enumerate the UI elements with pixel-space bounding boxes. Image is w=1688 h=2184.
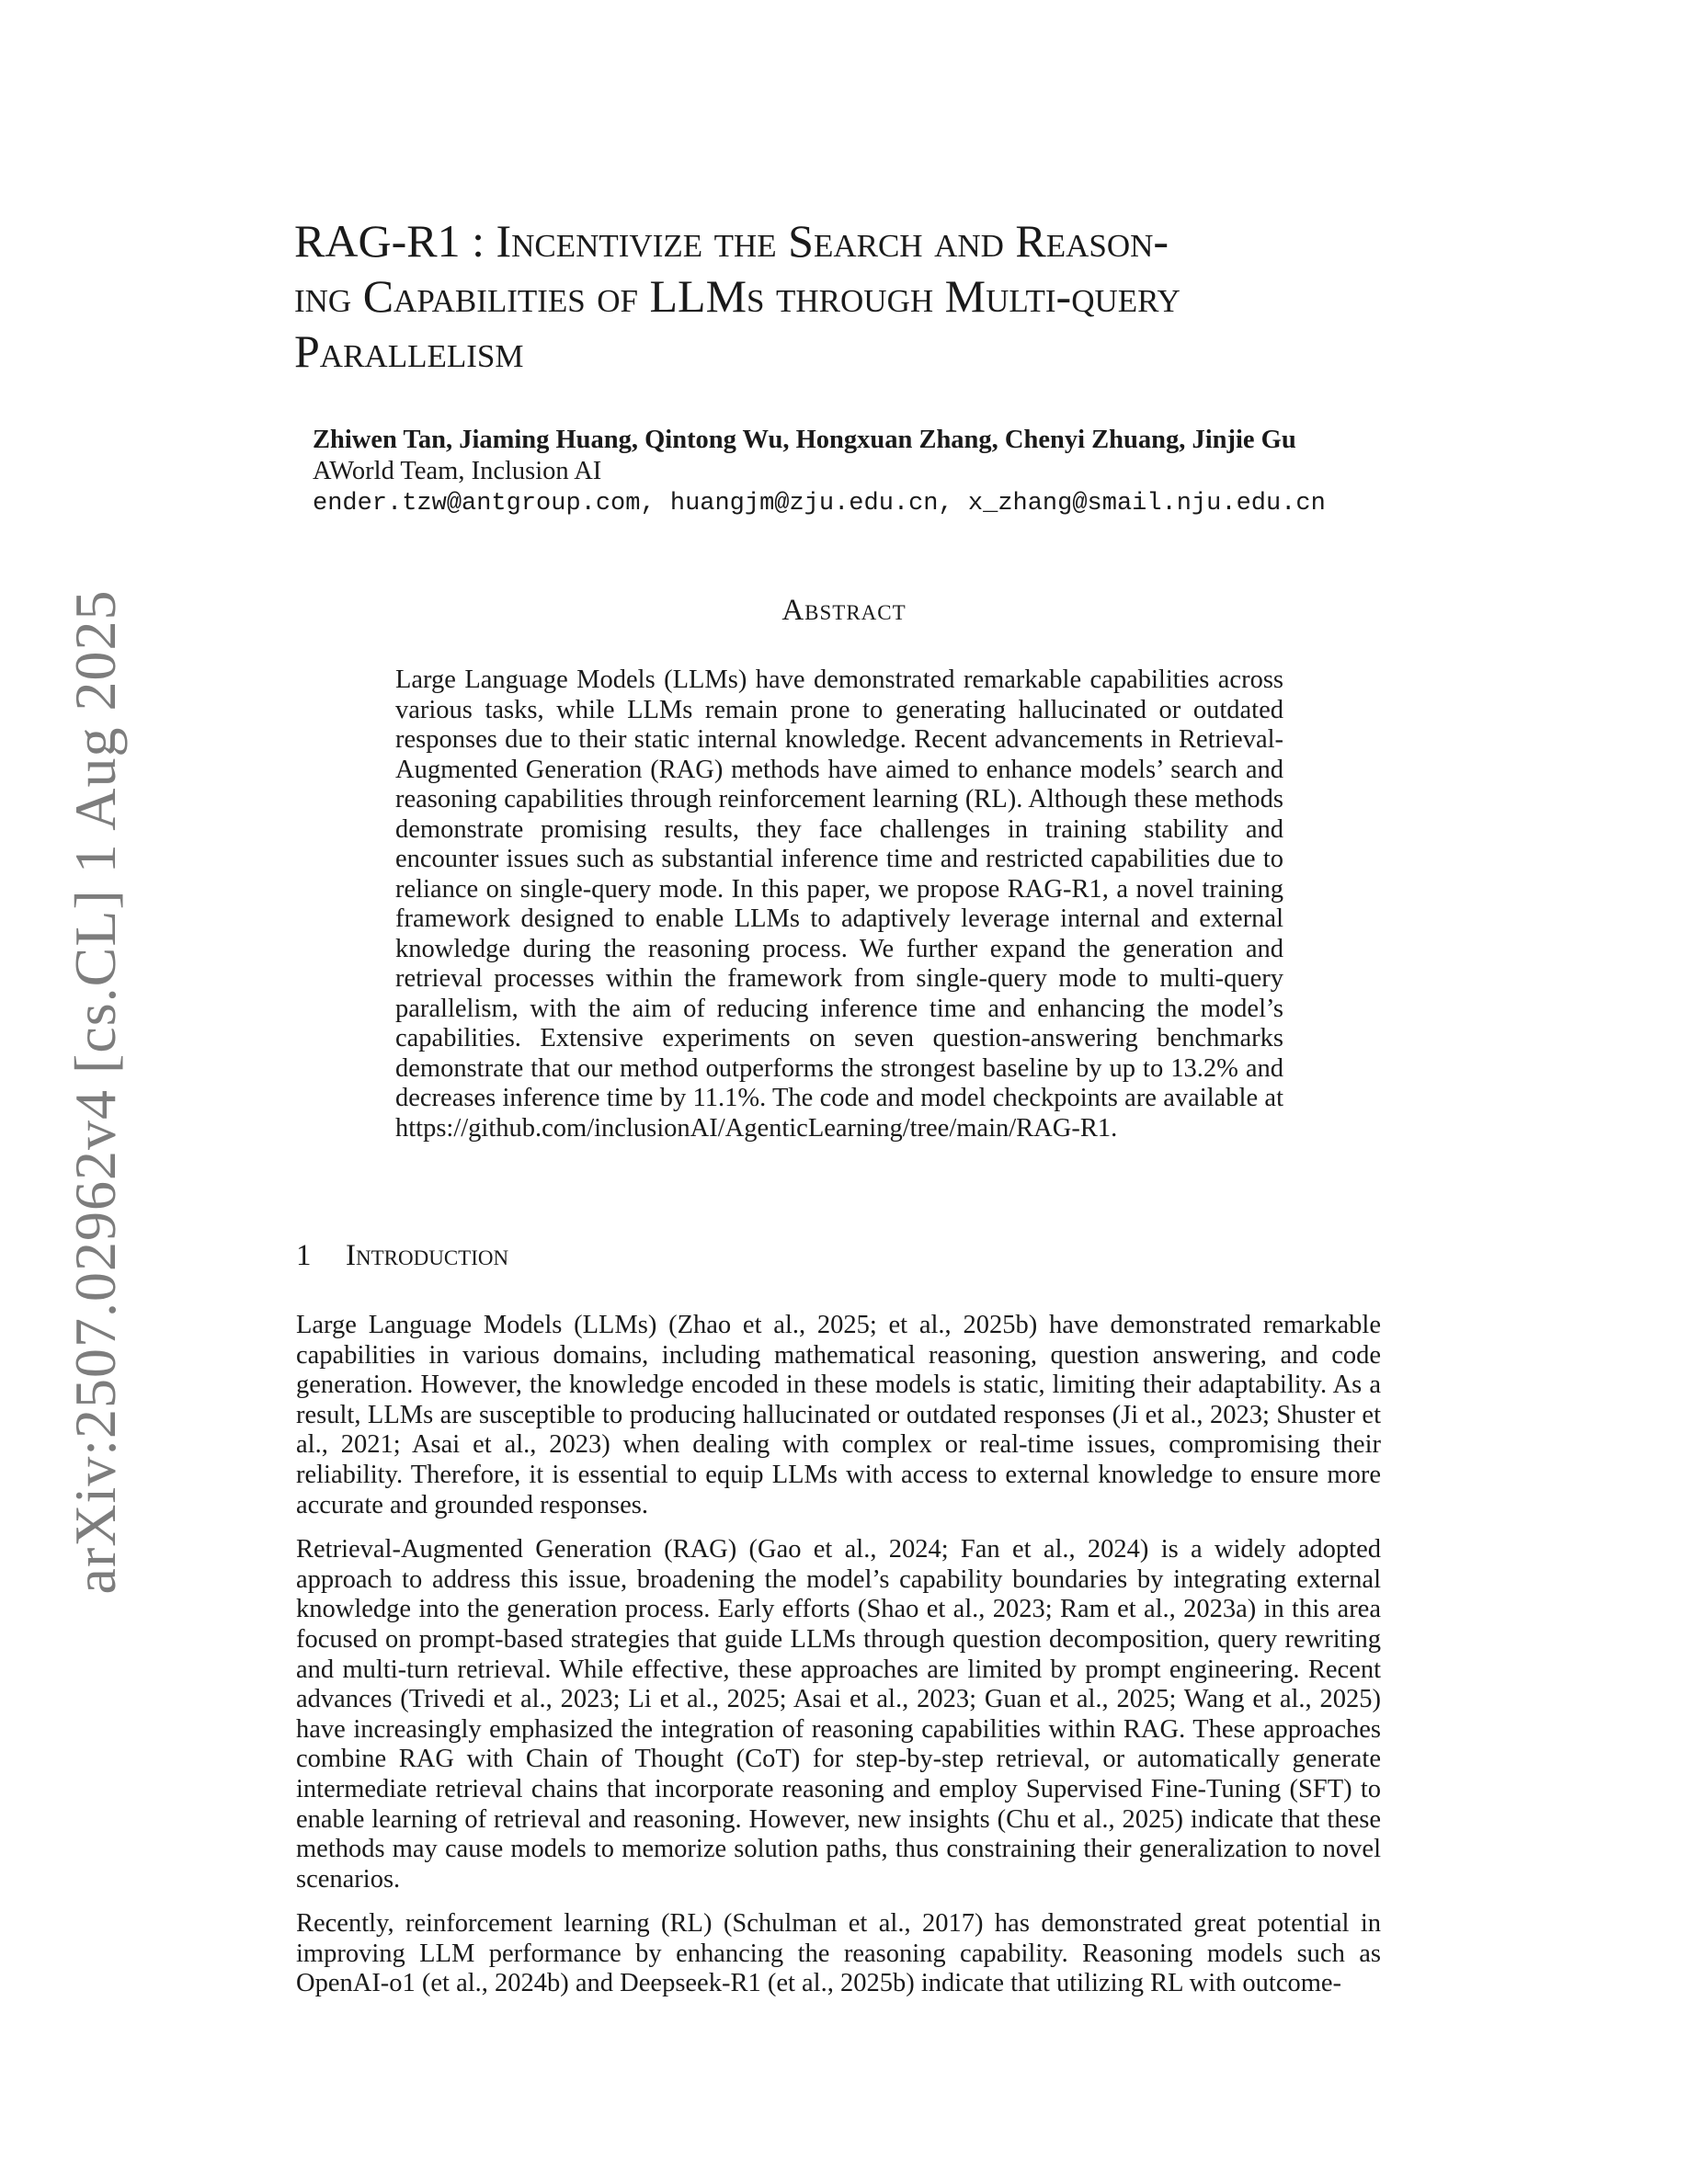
author-affiliation: AWorld Team, Inclusion AI [313, 457, 602, 485]
intro-paragraph-2: Retrieval-Augmented Generation (RAG) (Gao et al., 2024; Fan et al., 2024) is a widely adopted approach to address this issue, broadening the model’s capability boundaries by integrating external knowledge into the generation process. Early efforts (Shao et al., 2023; Ram et al., 2023a) in this area focused on prompt-based strategies that guide LLMs through question decomposition, query rewriting and multi-turn retrieval. While effective, these approaches are limited by prompt engineering. Recent advances (Trivedi et al., 2023; Li et al., 2025; Asai et al., 2023; Guan et al., 2025; Wang et al., 2025) have increasingly emphasized the integration of reasoning capabilities within RAG. These approaches combine RAG with Chain of Thought (CoT) for step-by-step retrieval, or automatically generate intermediate retrieval chains that incorporate reasoning and employ Supervised Fine-Tuning (SFT) to enable learning of retrieval and reasoning. However, new insights (Chu et al., 2025) indicate that these methods may cause models to memorize solution paths, thus constraining their generalization to novel scenarios. [296, 1535, 1381, 1894]
paper-title [294, 213, 1489, 379]
paper-title-line-2: ing Capabilities of LLMs through Multi-query [294, 270, 1180, 322]
section-heading-introduction [296, 1239, 508, 1273]
section-number: 1 [296, 1239, 312, 1272]
abstract-heading: Abstract [781, 594, 907, 627]
introduction-body [296, 1311, 1381, 2014]
section-title: Introduction [346, 1239, 509, 1272]
arxiv-identifier-stamp: arXiv:2507.02962v4 [cs.CL] 1 Aug 2025 [63, 589, 128, 1595]
author-emails: ender.tzw@antgroup.com, huangjm@zju.edu.cn, x_zhang@smail.nju.edu.cn [313, 490, 1326, 518]
intro-paragraph-1: Large Language Models (LLMs) (Zhao et al., 2025; et al., 2025b) have demonstrated remarkable capabilities in various domains, including mathematical reasoning, question answering, and code generation. However, the knowledge encoded in these models is static, limiting their adaptability. As a result, LLMs are susceptible to producing hallucinated or outdated responses (Ji et al., 2023; Shuster et al., 2021; Asai et al., 2023) when dealing with complex or real-time issues, compromising their reliability. Therefore, it is essential to equip LLMs with access to external knowledge to ensure more accurate and grounded responses. [296, 1311, 1381, 1519]
author-names: Zhiwen Tan, Jiaming Huang, Qintong Wu, Hongxuan Zhang, Chenyi Zhuang, Jinjie Gu [313, 426, 1296, 454]
intro-paragraph-3: Recently, reinforcement learning (RL) (Schulman et al., 2017) has demonstrated great potential in improving LLM performance by enhancing the reasoning capability. Reasoning models such as OpenAI-o1 (et al., 2024b) and Deepseek-R1 (et al., 2025b) indicate that utilizing RL with outcome- [296, 1909, 1381, 1998]
abstract-text: Large Language Models (LLMs) have demonstrated remarkable capabilities across various tasks, while LLMs remain prone to generating hallucinated or outdated responses due to their static internal knowledge. Recent advancements in Retrieval-Augmented Generation (RAG) methods have aimed to enhance models’ search and reasoning capabilities through reinforcement learning (RL). Although these methods demonstrate promising results, they face challenges in training stability and encounter issues such as substantial inference time and restricted capabilities due to reliance on single-query mode. In this paper, we propose RAG-R1, a novel training framework designed to enable LLMs to adaptively leverage internal and external knowledge during the reasoning process. We further expand the generation and retrieval processes within the framework from single-query mode to multi-query parallelism, with the aim of reducing inference time and enhancing the model’s capabilities. Extensive experiments on seven question-answering benchmarks demonstrate that our method outperforms the strongest baseline by up to 13.2% and decreases inference time by 11.1%. The code and model checkpoints are available at https://github.com/inclusionAI/AgenticLearning/tree/main/RAG-R1. [395, 665, 1283, 1143]
paper-title-line-3: Parallelism [294, 325, 524, 377]
author-block [313, 425, 1508, 520]
paper-title-line-1: RAG-R1 : Incentivize the Search and Reason- [294, 215, 1169, 267]
